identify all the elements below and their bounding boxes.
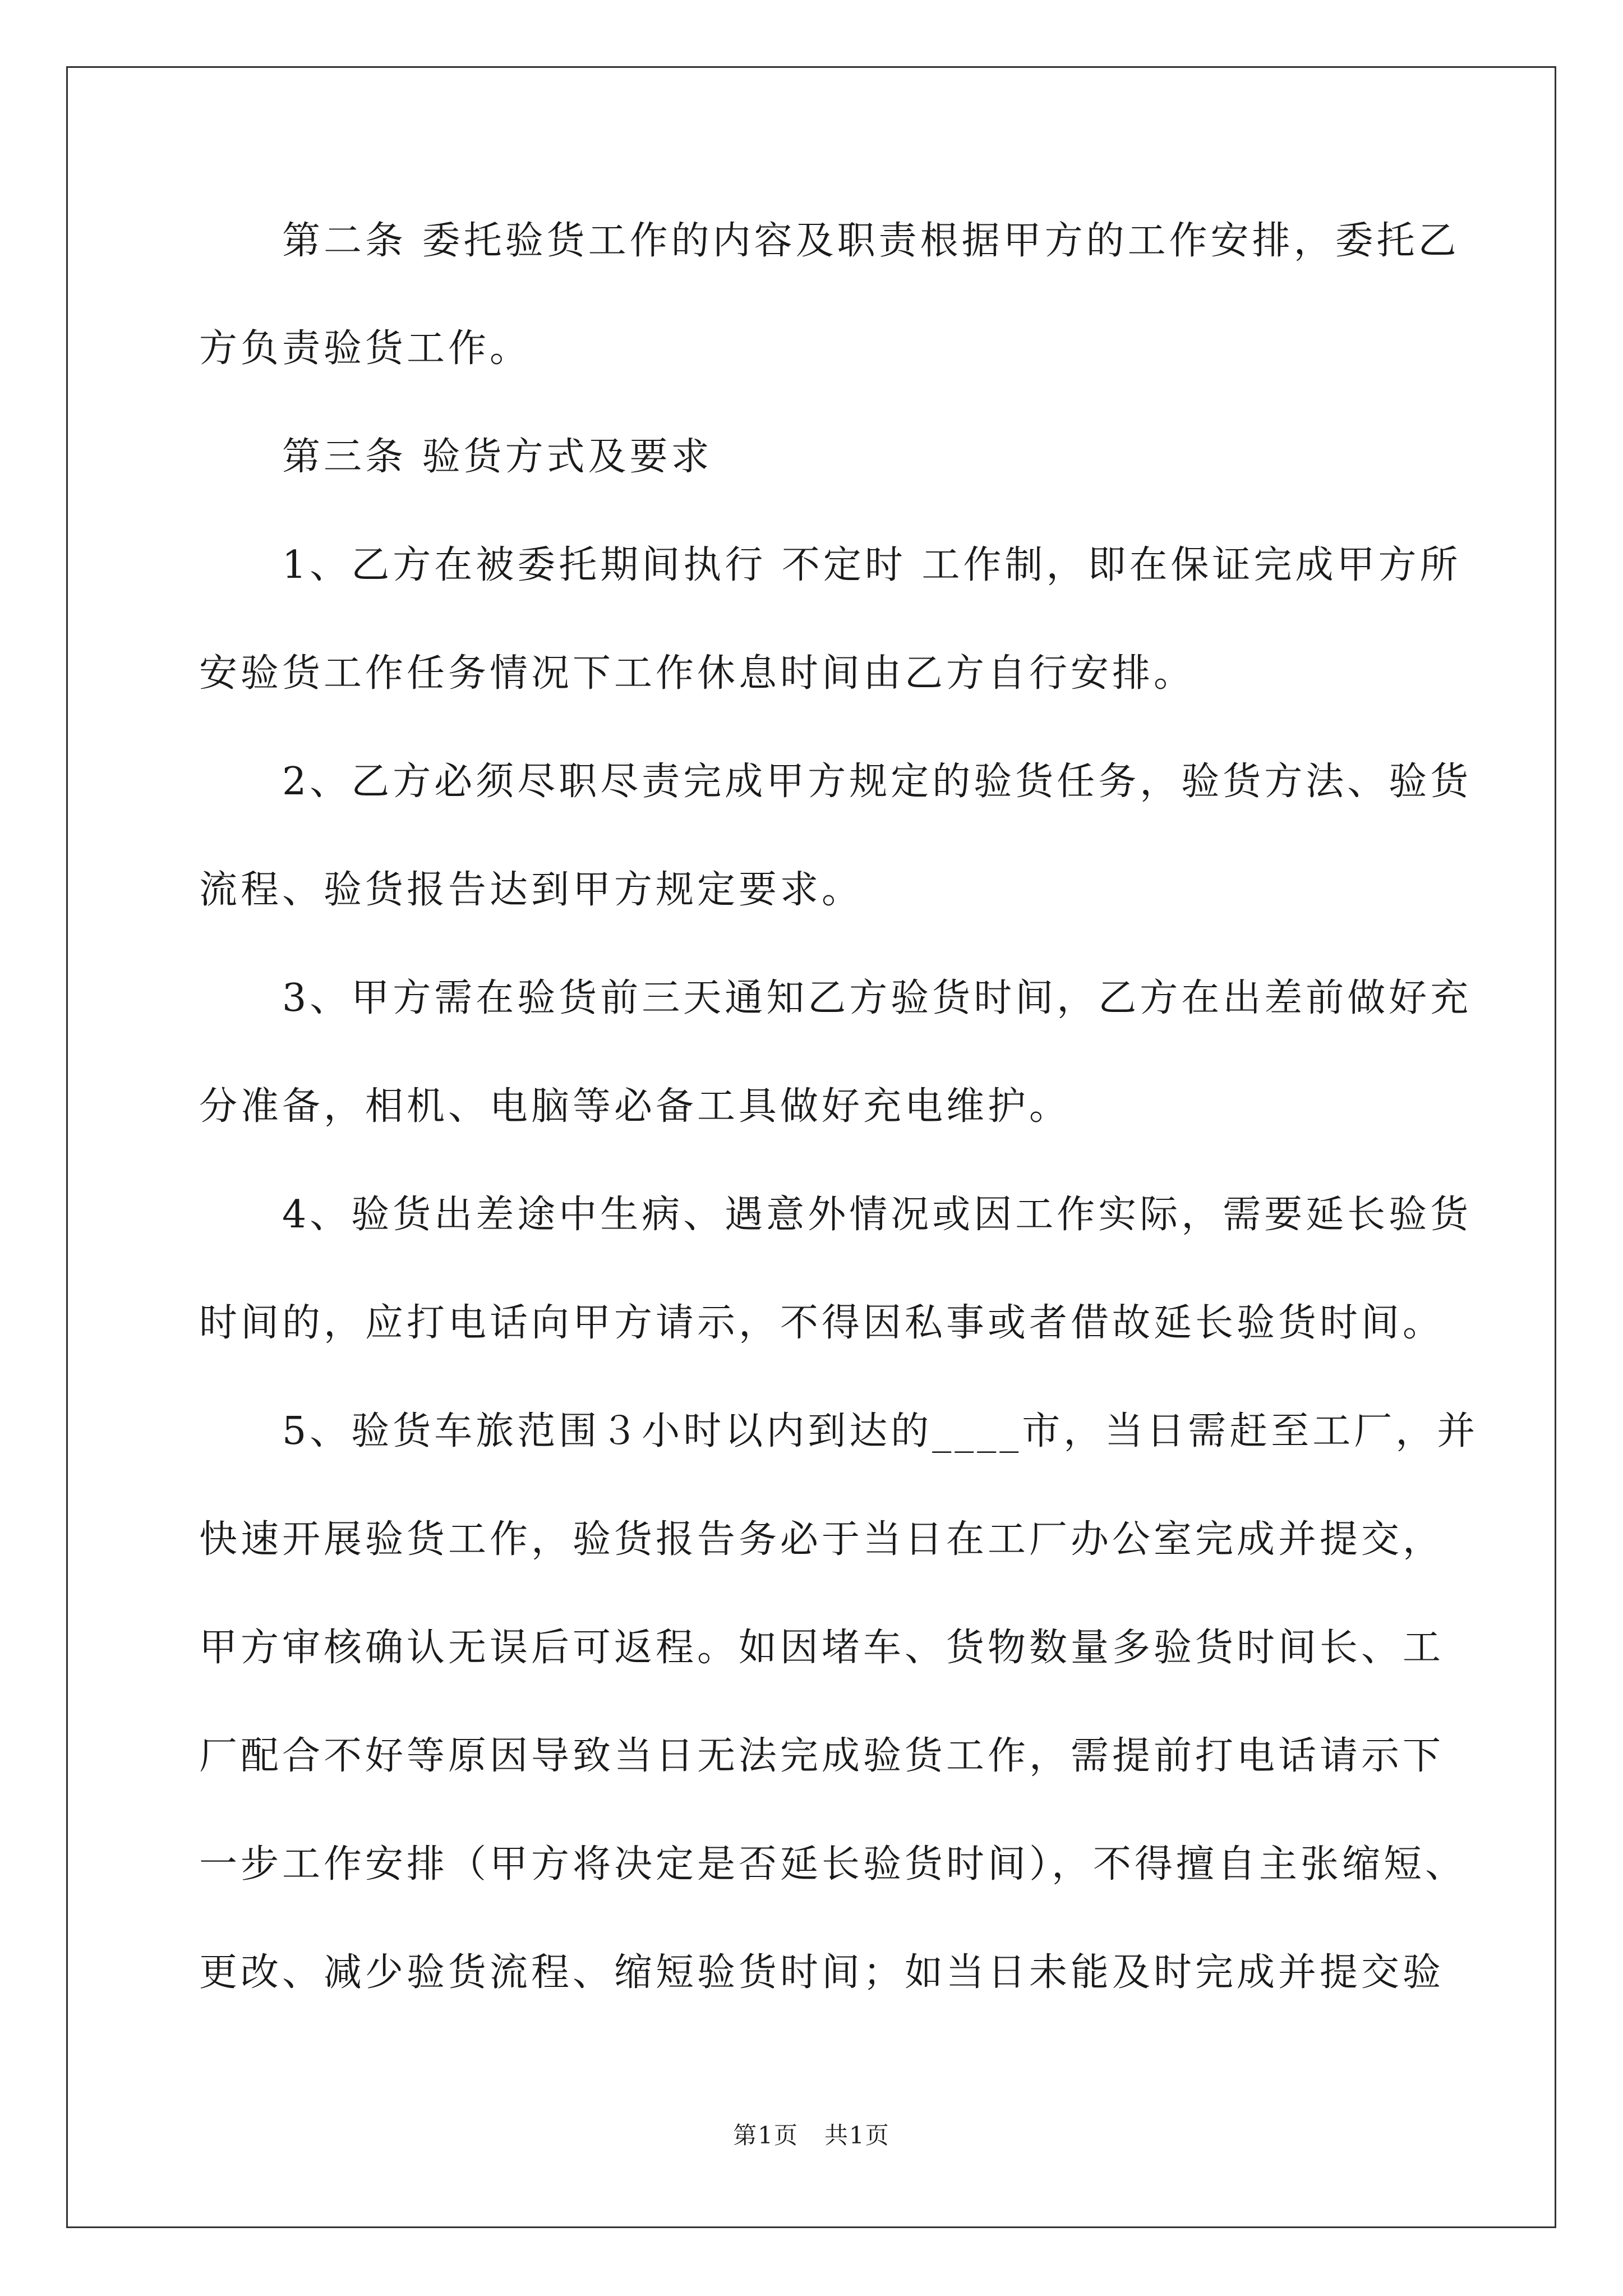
text-line: 5、验货车旅范围３小时以内到达的____市，当日需赶至工厂，并 xyxy=(199,1409,1479,1453)
text-line: 厂配合不好等原因导致当日无法完成验货工作，需提前打电话请示下 xyxy=(199,1734,1445,1778)
text-line: 4、验货出差途中生病、遇意外情况或因工作实际，需要延长验货 xyxy=(199,1193,1472,1237)
text-line: 一步工作安排（甲方将决定是否延长验货时间），不得擅自主张缩短、 xyxy=(199,1842,1467,1887)
text-line: 流程、验货报告达到甲方规定要求。 xyxy=(199,868,864,912)
text-line: 甲方审核确认无误后可返程。如因堵车、货物数量多验货时间长、工 xyxy=(199,1626,1445,1670)
text-line: 2、乙方必须尽职尽责完成甲方规定的验货任务，验货方法、验货 xyxy=(199,760,1472,804)
text-line: 安验货工作任务情况下工作休息时间由乙方自行安排。 xyxy=(199,651,1196,696)
text-line: 快速开展验货工作，验货报告务必于当日在工厂办公室完成并提交， xyxy=(199,1517,1445,1562)
text-line: 分准备，相机、电脑等必备工具做好充电维护。 xyxy=(199,1084,1071,1129)
text-line: 第三条 验货方式及要求 xyxy=(199,435,713,479)
page-number-current: 第1页 xyxy=(733,2122,799,2149)
text-line: 1、乙方在被委托期间执行 不定时 工作制，即在保证完成甲方所 xyxy=(199,543,1461,587)
page-border xyxy=(66,66,1556,2228)
text-line: 时间的，应打电话向甲方请示，不得因私事或者借故延长验货时间。 xyxy=(199,1301,1445,1345)
page-number-total: 共1页 xyxy=(824,2122,890,2149)
text-line: 更改、减少验货流程、缩短验货时间；如当日未能及时完成并提交验 xyxy=(199,1950,1445,1995)
page-footer xyxy=(0,2122,1623,2150)
text-line: 第二条 委托验货工作的内容及职责根据甲方的工作安排，委托乙 xyxy=(199,219,1460,263)
text-line: 方负责验货工作。 xyxy=(199,326,532,371)
text-line: 3、甲方需在验货前三天通知乙方验货时间，乙方在出差前做好充 xyxy=(199,976,1472,1020)
